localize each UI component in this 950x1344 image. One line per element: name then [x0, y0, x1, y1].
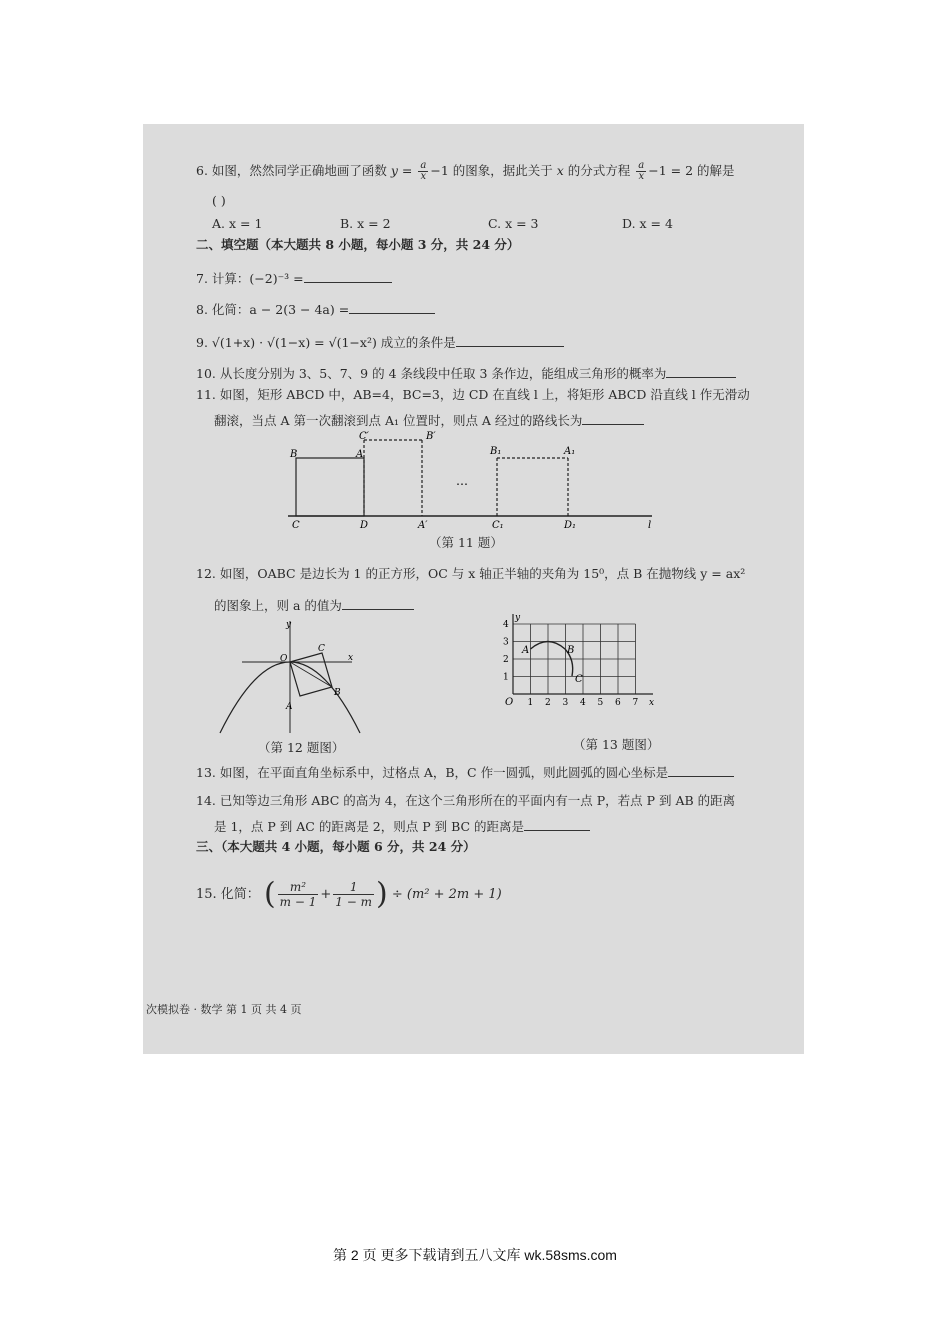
- section-3-heading: 三、（本大题共 4 小题，每小题 6 分，共 24 分）: [196, 839, 476, 854]
- rectangle-abcd: [296, 458, 364, 516]
- label-y: y: [515, 613, 521, 623]
- label-c: C: [318, 644, 325, 654]
- label-a: A: [286, 702, 293, 712]
- q15-rest: ÷ (m² + 2m + 1): [391, 887, 502, 902]
- label-dots: …: [456, 474, 468, 488]
- question-14-line-1: 14. 已知等边三角形 ABC 的高为 4，在这个三角形所在的平面内有一点 P，若点 P 到 AB 的距离: [196, 793, 736, 808]
- figure-11-caption: （第 11 题）: [429, 535, 503, 550]
- question-11-line-2: 翻滚，当点 A 第一次翻滚到点 A₁ 位置时，则点 A 经过的路线长为: [214, 412, 644, 429]
- question-9: 9. √(1+x) · √(1−x) = √(1−x²) 成立的条件是: [196, 334, 564, 351]
- label-a: A: [356, 449, 364, 460]
- label-l: l: [648, 520, 652, 530]
- label-b-prime: B′: [426, 431, 436, 442]
- y-tick-label: 2: [503, 655, 509, 665]
- q6-func: y =: [390, 163, 413, 178]
- y-tick-label: 1: [503, 672, 509, 683]
- label-a1: A₁: [564, 446, 576, 457]
- y-tick-label: 4: [503, 620, 509, 630]
- q15-fraction-1: $\frac{\text{m²}}{m - 1}$: [279, 880, 317, 909]
- label-b1: B₁: [490, 446, 502, 457]
- figure-12: [212, 615, 372, 735]
- q6-option-a: A. x = 1: [212, 216, 263, 231]
- q6-text-b: −1 的图象，据此关于: [430, 163, 553, 178]
- question-8: 8. 化简：a − 2(3 − 4a) =: [196, 301, 435, 318]
- figure-13-caption: （第 13 题图）: [573, 737, 660, 752]
- label-c1: C₁: [492, 520, 504, 530]
- figure-11: [280, 430, 670, 530]
- label-o: O: [505, 697, 514, 708]
- scanned-photo: [143, 124, 804, 1054]
- q15-fraction-2: $\frac{1}{1 - m}$: [335, 880, 372, 909]
- question-10: 10. 从长度分别为 3、5、7、9 的 4 条线段中任取 3 条作边，能组成三角形的概率为: [196, 365, 736, 382]
- q6-answer-paren: ( ): [212, 193, 226, 208]
- label-y: y: [286, 620, 292, 630]
- x-tick-label: 3: [562, 698, 569, 708]
- x-tick-label: 2: [545, 698, 551, 708]
- bleed-through: [735, 168, 746, 184]
- label-a-prime: A′: [418, 520, 428, 530]
- label-d1: D₁: [564, 520, 577, 530]
- page-footer: 第 2 页 更多下载请到五八文库 wk.58sms.com: [333, 1247, 617, 1263]
- y-tick-label: 3: [503, 637, 509, 648]
- photo-footer: 次模拟卷 · 数学 第 1 页 共 4 页: [146, 1003, 302, 1016]
- question-13: 13. 如图，在平面直角坐标系中，过格点 A，B，C 作一圆弧，则此圆弧的圆心坐标是: [196, 764, 734, 781]
- label-b: B: [290, 449, 298, 460]
- question-15: 15. 化简： ( $\frac{\text{m²}}{m - 1}$ + $\frac{1}{1 - m}$ ) ÷ (m² + 2m + 1): [196, 876, 502, 912]
- section-2-heading: 二、填空题（本大题共 8 小题，每小题 3 分，共 24 分）: [196, 237, 520, 252]
- question-11-line-1: 11. 如图，矩形 ABCD 中，AB=4，BC=3，边 CD 在直线 l 上，将矩形 ABCD 沿直线 l 作无滑动: [196, 387, 750, 402]
- label-d: D: [360, 520, 369, 530]
- label-c: C: [292, 520, 300, 530]
- label-c-prime: C′: [359, 431, 369, 442]
- label-b: B: [567, 645, 575, 656]
- figure-13: [495, 610, 660, 722]
- question-7: 7. 计算：(−2)⁻³ =: [196, 270, 392, 287]
- q6-fraction-1: $\frac{a}{x}$: [420, 160, 427, 182]
- q6-text-c: 的分式方程: [567, 163, 631, 178]
- question-12-line-1: 12. 如图，OABC 是边长为 1 的正方形，OC 与 x 轴正半轴的夹角为 15⁰，点 B 在抛物线 y = ax²: [196, 566, 746, 581]
- q6-option-b: B. x = 2: [340, 216, 391, 231]
- figure-12-caption: （第 12 题图）: [258, 740, 345, 755]
- label-x: x: [348, 653, 354, 663]
- question-12-line-2: 的图象上，则 a 的值为: [214, 597, 414, 614]
- q6-option-d: D. x = 4: [622, 216, 673, 231]
- x-tick-label: 1: [527, 698, 534, 708]
- label-a: A: [522, 645, 530, 656]
- x-tick-label: 7: [632, 698, 639, 708]
- label-o: O: [280, 654, 288, 664]
- q15-label: 15. 化简：: [196, 887, 260, 902]
- label-x: x: [649, 698, 655, 708]
- question-14-line-2: 是 1，点 P 到 AC 的距离是 2，则点 P 到 BC 的距离是: [214, 818, 590, 835]
- q6-text-d: −1 = 2 的解是: [648, 163, 735, 178]
- q6-text-a: 6. 如图，然然同学正确地画了函数: [196, 163, 387, 178]
- q6-option-c: C. x = 3: [488, 216, 539, 231]
- x-tick-label: 5: [597, 698, 604, 708]
- label-b: B: [334, 688, 341, 698]
- q6-var: x: [556, 163, 564, 178]
- x-tick-label: 4: [580, 698, 586, 708]
- q6-fraction-2: $\frac{a}{x}$: [638, 160, 645, 182]
- label-c: C: [575, 674, 583, 685]
- question-6: [196, 161, 735, 182]
- x-tick-label: 6: [615, 698, 621, 708]
